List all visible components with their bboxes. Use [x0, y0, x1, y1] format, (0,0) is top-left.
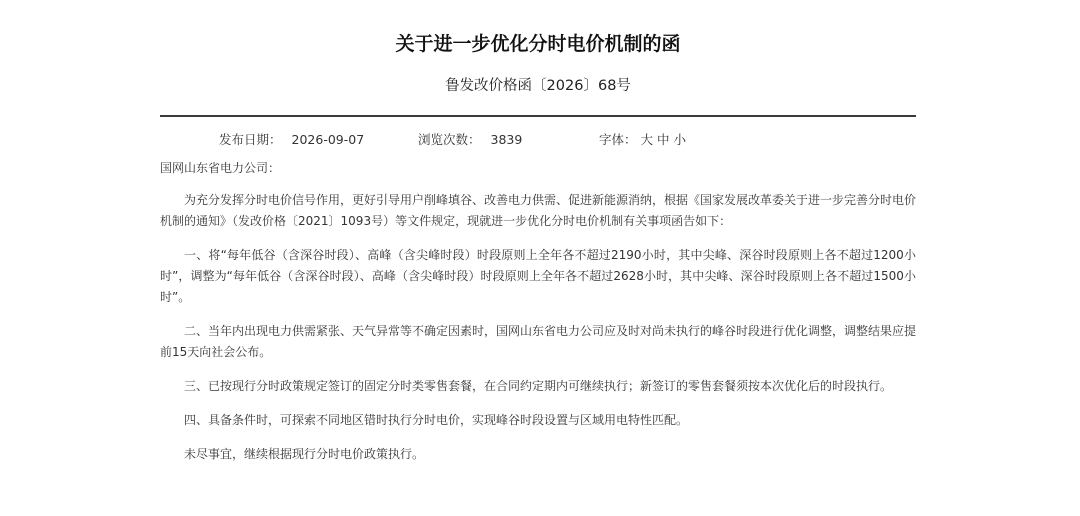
salutation: 国网山东省电力公司： — [160, 161, 281, 175]
document-number: 鲁发改价格函〔2026〕68号 — [445, 78, 631, 94]
title-divider — [160, 115, 916, 117]
font-size-large-button[interactable]: 大 — [640, 132, 654, 147]
view-count-label: 浏览次数： — [418, 132, 481, 147]
font-size-medium-button[interactable]: 中 — [657, 132, 670, 147]
document-body — [160, 158, 916, 478]
document-title: 关于进一步优化分时电价机制的函 — [395, 33, 681, 55]
view-count — [418, 130, 522, 150]
publish-date-value: 2026-09-07 — [291, 132, 365, 147]
publish-date — [219, 130, 364, 150]
font-size-label: 字体： — [599, 132, 637, 147]
paragraph-item-4: 四、具备条件时，可探索不同地区错时执行分时电价，实现峰谷时段设置与区域用电特性匹配。 — [184, 413, 689, 427]
paragraph-intro: 为充分发挥分时电价信号作用，更好引导用户削峰填谷、改善电力供需、促进新能源消纳，根据《国家发展改革委关于进一步完善分时电价机制的通知》（发改价格〔2021〕1093号）等文件规定，现就进一步优化分时电价机制有关事项函告如下： — [160, 193, 917, 228]
paragraph-closing: 未尽事宜，继续根据现行分时电价政策执行。 — [184, 447, 425, 461]
paragraph-item-2: 二、当年内出现电力供需紧张、天气异常等不确定因素时，国网山东省电力公司应及时对尚未执行的峰谷时段进行优化调整，调整结果应提前15天向社会公布。 — [160, 324, 917, 359]
font-size-selector — [599, 130, 686, 150]
view-count-value: 3839 — [490, 132, 523, 147]
publish-date-label: 发布日期： — [219, 132, 282, 147]
paragraph-item-1: 一、将“每年低谷（含深谷时段）、高峰（含尖峰时段）时段原则上全年各不超过2190小时，其中尖峰、深谷时段原则上各不超过1200小时”，调整为“每年低谷（含深谷时段）、高峰（含尖峰时段）时段原则上全年各不超过2628小时，其中尖峰、深谷时段原则上各不超过1500小时”。 — [160, 248, 916, 304]
font-size-small-button[interactable]: 小 — [673, 132, 687, 147]
paragraph-item-3: 三、已按现行分时政策规定签订的固定分时类零售套餐，在合同约定期内可继续执行；新签订的零售套餐须按本次优化后的时段执行。 — [184, 379, 893, 393]
document-meta-bar — [160, 130, 916, 150]
